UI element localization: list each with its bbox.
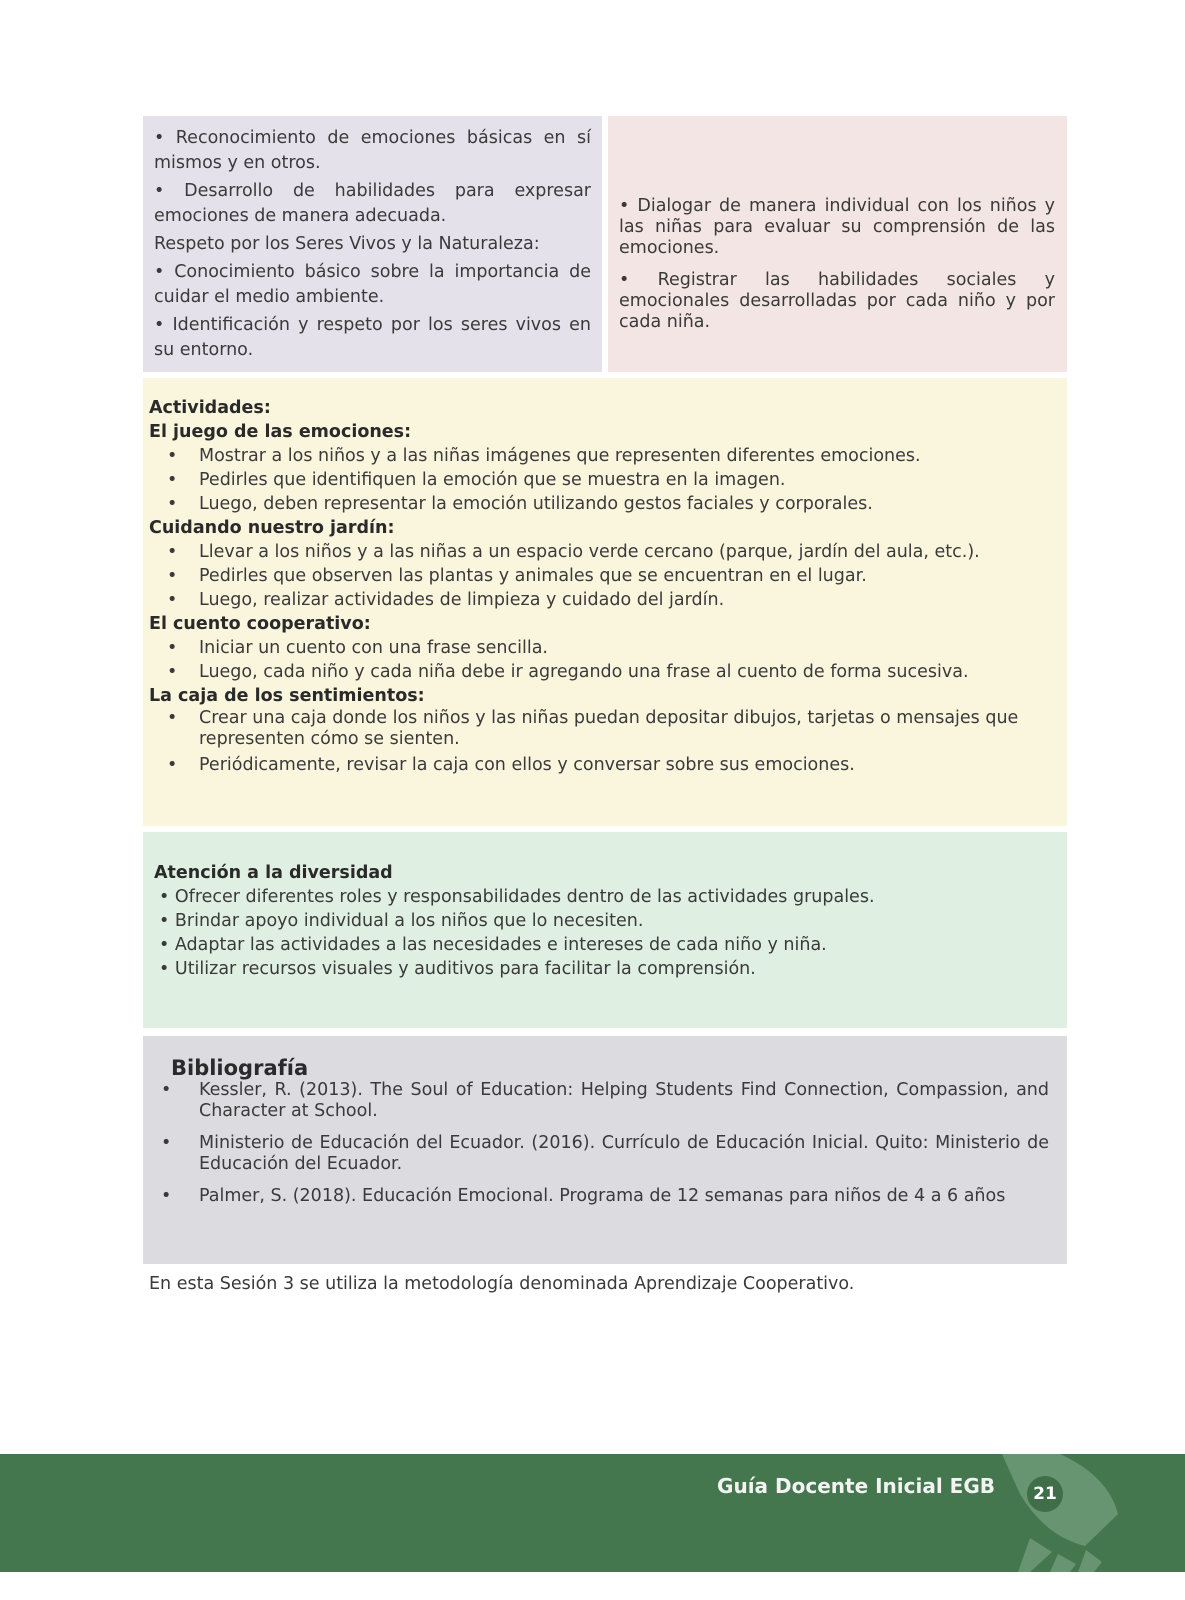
bullet-icon: • bbox=[167, 755, 178, 775]
diversity-item: • Adaptar las actividades a las necesidades e intereses de cada niño y niña. bbox=[159, 935, 827, 955]
bullet-icon: • bbox=[161, 1133, 172, 1153]
bibliography-item: • Palmer, S. (2018). Educación Emocional. Programa de 12 semanas para niños de 4 a 6 años bbox=[161, 1186, 1006, 1206]
diversity-section bbox=[143, 832, 1067, 1028]
list-item: • Pedirles que identifiquen la emoción que se muestra en la imagen. bbox=[167, 470, 786, 490]
methodology-note: En esta Sesión 3 se utiliza la metodología denominada Aprendizaje Cooperativo. bbox=[149, 1274, 855, 1294]
bibliography-section bbox=[143, 1036, 1067, 1264]
content-item: • Conocimiento básico sobre la importancia de cuidar el medio ambiente. bbox=[154, 262, 591, 307]
diversity-item: • Utilizar recursos visuales y auditivos para facilitar la comprensión. bbox=[159, 959, 756, 979]
list-item: • Luego, deben representar la emoción utilizando gestos faciales y corporales. bbox=[167, 494, 873, 514]
activities-heading: Actividades: bbox=[149, 398, 271, 418]
bullet-icon: • bbox=[167, 494, 178, 514]
list-item: • Pedirles que observen las plantas y animales que se encuentran en el lugar. bbox=[167, 566, 867, 586]
activity-list bbox=[149, 636, 1061, 684]
bullet-icon: • bbox=[167, 566, 178, 586]
footer-title: Guía Docente Inicial EGB bbox=[717, 1474, 995, 1498]
activity-title: La caja de los sentimientos: bbox=[149, 686, 425, 706]
bullet-icon: • bbox=[167, 542, 178, 562]
content-item: • Reconocimiento de emociones básicas en sí mismos y en otros. bbox=[154, 128, 591, 173]
bullet-icon: • bbox=[167, 708, 178, 728]
list-item: • Iniciar un cuento con una frase sencilla. bbox=[167, 638, 548, 658]
activities-section bbox=[143, 378, 1067, 826]
bibliography-title: Bibliografía bbox=[171, 1056, 309, 1080]
activity-title: El juego de las emociones: bbox=[149, 422, 412, 442]
content-item: • Identificación y respeto por los seres vivos en su entorno. bbox=[154, 315, 591, 360]
content-item: Respeto por los Seres Vivos y la Naturaleza: bbox=[154, 234, 540, 254]
bullet-icon: • bbox=[167, 590, 178, 610]
bibliography-item: • Kessler, R. (2013). The Soul of Education: Helping Students Find Connection, Compassion, and Character at School. bbox=[161, 1080, 1049, 1121]
activity-list bbox=[149, 540, 1061, 612]
activity-list bbox=[149, 708, 1061, 777]
bullet-icon: • bbox=[161, 1080, 172, 1100]
bullet-icon: • bbox=[167, 638, 178, 658]
content-item: • Desarrollo de habilidades para expresar emociones de manera adecuada. bbox=[154, 181, 591, 226]
content-cell bbox=[143, 116, 602, 372]
activity-list bbox=[149, 444, 1061, 516]
list-item: • Llevar a los niños y a las niñas a un espacio verde cercano (parque, jardín del aula, etc.). bbox=[167, 542, 980, 562]
list-item: • Luego, cada niño y cada niña debe ir agregando una frase al cuento de forma sucesiva. bbox=[167, 662, 969, 682]
bullet-icon: • bbox=[167, 470, 178, 490]
bullet-icon: • bbox=[167, 446, 178, 466]
bibliography-list bbox=[161, 1080, 1049, 1207]
list-item: • Luego, realizar actividades de limpieza y cuidado del jardín. bbox=[167, 590, 725, 610]
page-footer bbox=[0, 1454, 1185, 1572]
bullet-icon: • bbox=[167, 662, 178, 682]
list-item: • Mostrar a los niños y a las niñas imágenes que representen diferentes emociones. bbox=[167, 446, 921, 466]
diversity-title: Atención a la diversidad bbox=[154, 863, 393, 883]
evaluation-cell bbox=[608, 116, 1067, 372]
diversity-item: • Brindar apoyo individual a los niños que lo necesiten. bbox=[159, 911, 644, 931]
activity-title: El cuento cooperativo: bbox=[149, 614, 371, 634]
list-item: • Periódicamente, revisar la caja con ellos y conversar sobre sus emociones. bbox=[167, 755, 855, 775]
evaluation-item: • Registrar las habilidades sociales y emocionales desarrolladas por cada niño y por cada niña. bbox=[619, 270, 1055, 332]
rocket-icon bbox=[990, 1454, 1140, 1572]
diversity-item: • Ofrecer diferentes roles y responsabilidades dentro de las actividades grupales. bbox=[159, 887, 875, 907]
page-number: 21 bbox=[1027, 1476, 1063, 1512]
list-item: • Crear una caja donde los niños y las niñas puedan depositar dibujos, tarjetas o mensajes que representen cómo se sienten. bbox=[167, 708, 1019, 749]
evaluation-item: • Dialogar de manera individual con los niños y las niñas para evaluar su comprensión de las emociones. bbox=[619, 196, 1055, 258]
bullet-icon: • bbox=[161, 1186, 172, 1206]
bibliography-item: • Ministerio de Educación del Ecuador. (2016). Currículo de Educación Inicial. Quito: Ministerio de Educación del Ecuador. bbox=[161, 1133, 1049, 1174]
activity-title: Cuidando nuestro jardín: bbox=[149, 518, 395, 538]
